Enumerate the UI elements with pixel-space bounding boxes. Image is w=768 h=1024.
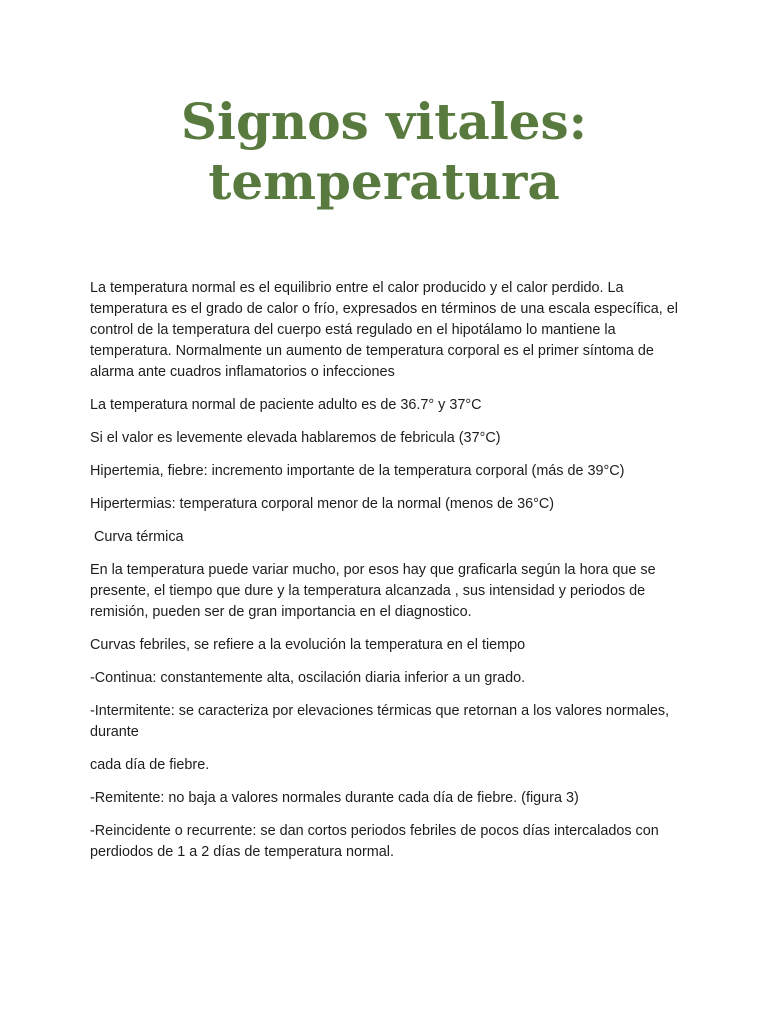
paragraph-intermitente-cont: cada día de fiebre.: [90, 757, 210, 773]
document-body: [90, 278, 682, 875]
paragraph-hipertermias: Hipertermias: temperatura corporal menor de la normal (menos de 36°C): [90, 496, 555, 512]
page-title: [0, 92, 768, 212]
paragraph-remitente: -Remitente: no baja a valores normales durante cada día de fiebre. (figura 3): [90, 790, 579, 806]
title-line-1: Signos vitales:: [180, 92, 588, 151]
paragraph-intermitente: -Intermitente: se caracteriza por elevaciones térmicas que retornan a los valores normales, durante: [90, 703, 674, 740]
paragraph-reincidente: -Reincidente o recurrente: se dan cortos periodos febriles de pocos días intercalados con perdiodos de 1 a 2 días de temperatura normal.: [90, 823, 663, 860]
paragraph-intro: La temperatura normal es el equilibrio entre el calor producido y el calor perdido. La temperatura es el grado de calor o frío, expresados en términos de una escala específica, el control de la temperatura del cuerpo está regulado en el hipotálamo lo mantiene la temperatura. Normalmente un aumento de temperatura corporal es el primer síntoma de alarma ante cuadros inflamatorios o infecciones: [90, 280, 682, 380]
title-line-2: temperatura: [208, 152, 560, 211]
paragraph-febricula: Si el valor es levemente elevada hablaremos de febricula (37°C): [90, 430, 501, 446]
paragraph-hipertemia: Hipertemia, fiebre: incremento importante de la temperatura corporal (más de 39°C): [90, 463, 625, 479]
paragraph-curvas-febriles: Curvas febriles, se refiere a la evolución la temperatura en el tiempo: [90, 637, 526, 653]
paragraph-continua: -Continua: constantemente alta, oscilación diaria inferior a un grado.: [90, 670, 526, 686]
paragraph-curva-termica: Curva térmica: [90, 529, 184, 545]
paragraph-variation: En la temperatura puede variar mucho, por esos hay que graficarla según la hora que se presente, el tiempo que dure y la temperatura alcanzada , sus intensidad y periodos de remisión, pueden ser de gran importancia en el diagnostico.: [90, 562, 660, 620]
paragraph-normal-temperature: La temperatura normal de paciente adulto es de 36.7° y 37°C: [90, 397, 482, 413]
